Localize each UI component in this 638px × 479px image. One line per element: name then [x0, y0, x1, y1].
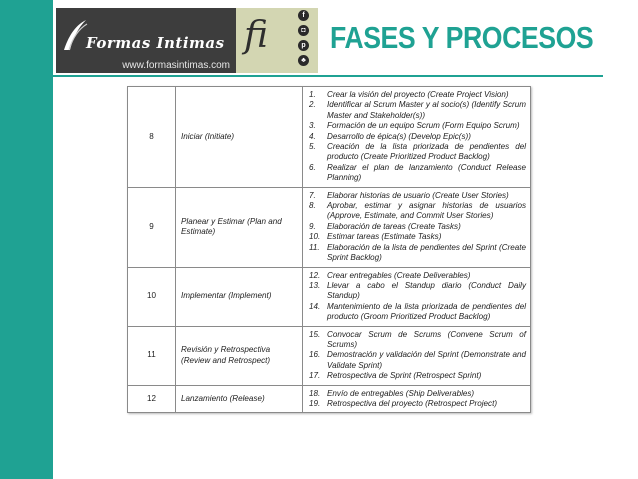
phase-name: Revisión y Retrospectiva (Review and Retrospect) [176, 326, 303, 385]
table-row [128, 385, 531, 413]
process-list-cell [303, 385, 531, 413]
process-text: Llevar a cabo el Standup diario (Conduct Daily Standup) [327, 280, 526, 301]
list-item [309, 90, 526, 100]
website-url: www.formasintimas.com [122, 60, 230, 71]
process-number: 17. [309, 371, 321, 381]
list-item [309, 163, 526, 184]
process-text: Elaboración de tareas (Create Tasks) [327, 221, 461, 231]
process-text: Identificar al Scrum Master y al socio(s) (Identify Scrum Master and Stakeholder(s)) [327, 100, 526, 120]
list-item [309, 243, 526, 264]
process-number: 12. [309, 270, 321, 280]
list-item [309, 232, 526, 242]
table-row [128, 87, 531, 188]
process-number: 3. [309, 121, 316, 131]
list-item [309, 371, 526, 381]
process-list [309, 191, 526, 264]
process-number: 6. [309, 162, 316, 172]
process-list-cell [303, 267, 531, 326]
process-text: Estimar tareas (Estimate Tasks) [327, 232, 442, 242]
process-list [309, 271, 526, 323]
process-number: 1. [309, 90, 316, 99]
phase-number: 8 [128, 87, 176, 188]
table-row [128, 187, 531, 267]
process-number: 9. [309, 221, 316, 231]
social-icons [296, 10, 314, 70]
list-item [309, 389, 526, 399]
process-text: Elaborar historias de usuario (Create User Stories) [327, 190, 509, 200]
process-text: Crear entregables (Create Deliverables) [327, 270, 471, 280]
process-list [309, 330, 526, 382]
process-number: 13. [309, 280, 321, 290]
process-list [309, 389, 526, 410]
phase-name: Iniciar (Initiate) [176, 87, 303, 188]
process-text: Elaboración de la lista de pendientes del Sprint (Create Sprint Backlog) [327, 242, 526, 263]
phase-name: Lanzamiento (Release) [176, 385, 303, 413]
process-number: 8. [309, 201, 316, 211]
list-item [309, 191, 526, 201]
list-item [309, 271, 526, 281]
left-accent-bar [0, 0, 53, 479]
list-item [309, 330, 526, 351]
facebook-icon[interactable]: f [298, 10, 309, 21]
process-number: 15. [309, 329, 321, 339]
process-text: Realizar el plan de lanzamiento (Conduct Release Planning) [327, 162, 526, 183]
process-text: Aprobar, estimar y asignar historias de usuarios (Approve, Estimate, and Commit User Stories) [327, 201, 526, 221]
instagram-icon[interactable]: ◘ [298, 25, 309, 36]
phases-table [127, 86, 531, 413]
brand-logo[interactable] [56, 8, 236, 73]
swoosh-icon [62, 18, 88, 52]
list-item [309, 399, 526, 409]
process-text: Creación de la lista priorizada de pendientes del producto (Create Prioritized Product Backlog) [327, 142, 526, 162]
brand-name: Formas Intimas [86, 34, 225, 52]
list-item [309, 350, 526, 371]
process-text: Crear la visión del proyecto (Create Project Vision) [327, 90, 509, 99]
process-number: 5. [309, 142, 316, 152]
process-list [309, 90, 526, 184]
process-number: 4. [309, 131, 316, 141]
list-item [309, 302, 526, 323]
page-title: FASES Y PROCESOS [330, 20, 594, 55]
table-row [128, 267, 531, 326]
phase-name: Planear y Estimar (Plan and Estimate) [176, 187, 303, 267]
process-number: 16. [309, 350, 321, 360]
process-number: 7. [309, 190, 316, 200]
snapchat-icon[interactable]: ♣ [298, 55, 309, 66]
process-text: Envío de entregables (Ship Deliverables) [327, 388, 475, 398]
title-divider [53, 75, 603, 77]
phase-number: 10 [128, 267, 176, 326]
process-text: Formación de un equipo Scrum (Form Equipo Scrum) [327, 121, 520, 131]
phase-number: 12 [128, 385, 176, 413]
process-text: Retrospectiva de Sprint (Retrospect Sprint) [327, 371, 482, 381]
process-text: Demostración y validación del Sprint (Demonstrate and Validate Sprint) [327, 350, 526, 370]
process-number: 2. [309, 100, 316, 110]
process-number: 19. [309, 398, 321, 408]
process-number: 10. [309, 232, 321, 242]
list-item [309, 132, 526, 142]
process-text: Retrospectiva del proyecto (Retrospect Project) [327, 398, 498, 408]
process-list-cell [303, 187, 531, 267]
list-item [309, 222, 526, 232]
process-text: Mantenimiento de la lista priorizada de pendientes del producto (Groom Prioritized Product Backlog) [327, 301, 526, 322]
process-number: 14. [309, 301, 321, 311]
process-text: Convocar Scrum de Scrums (Convene Scrum of Scrums) [327, 329, 526, 349]
monogram: fi [244, 15, 269, 56]
process-list-cell [303, 326, 531, 385]
list-item [309, 121, 526, 131]
phase-number: 11 [128, 326, 176, 385]
list-item [309, 201, 526, 222]
list-item [309, 281, 526, 302]
process-text: Desarrollo de épica(s) (Develop Epic(s)) [327, 131, 471, 141]
table-row [128, 326, 531, 385]
list-item [309, 142, 526, 163]
phase-number: 9 [128, 187, 176, 267]
process-list-cell [303, 87, 531, 188]
list-item [309, 100, 526, 121]
phase-name: Implementar (Implement) [176, 267, 303, 326]
process-number: 18. [309, 388, 321, 398]
pinterest-icon[interactable]: p [298, 40, 309, 51]
process-number: 11. [309, 242, 320, 252]
